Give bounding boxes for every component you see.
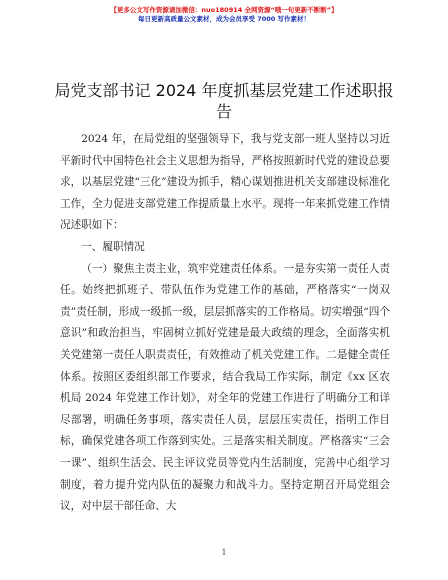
intro-paragraph: 2024 年，在局党组的坚强领导下，我与党支部一班人坚持以习近平新时代中国特色社会主义思想为指导，严格按照新时代党的建设总要求，以基层党建“三化”建设为抓手，精心谋划推进机关支部建设标准化工作，全力促进支部党建工作提质量上水平。现将一年来抓党建工作情况述职如下： xyxy=(60,133,390,232)
document-body xyxy=(60,129,390,518)
page-number: 1 xyxy=(221,548,227,557)
banner-line-2: 每日更新高质量公文素材，成为会员享受 7000 写作素材！ xyxy=(137,15,311,23)
document-title: 局党支部书记 2024 年度抓基层党建工作述职报告 xyxy=(54,81,394,121)
header-banner xyxy=(0,6,448,24)
section-heading: 一、履职情况 xyxy=(81,240,145,253)
body-paragraph: （一）聚焦主责主业，筑牢党建责任体系。一是夯实第一责任人责任。始终把抓班子、带队伍作为党建工作的基础，严格落实“一岗双责”责任制，形成一级抓一级，层层抓落实的工作格局。切实增强“四个意识”和政治担当，牢固树立抓好党建是最大政绩的理念，全面落实机关党建第一责任人职责责任，有效推动了机关党建工作。二是健全责任体系。按照区委组织部工作要求，结合我局工作实际，制定《xx 区农机局 2024 年党建工作计划》，对全年的党建工作进行了明确分工和详尽部署，明确任务事项，落实责任人员，层层压实责任，指明工作目标，确保党建各项工作落到实处。三是落实相关制度。严格落实“三会一课”、组织生活会、民主评议党员等党内生活制度，完善中心组学习制度，着力提升党内队伍的凝聚力和战斗力。坚持定期召开局党组会议，对中层干部任命、大 xyxy=(60,262,390,513)
banner-line-1: 【更多公文写作资源请加微信：nuo180914 全网资源“哦一句更新不断断”】 xyxy=(110,6,338,14)
